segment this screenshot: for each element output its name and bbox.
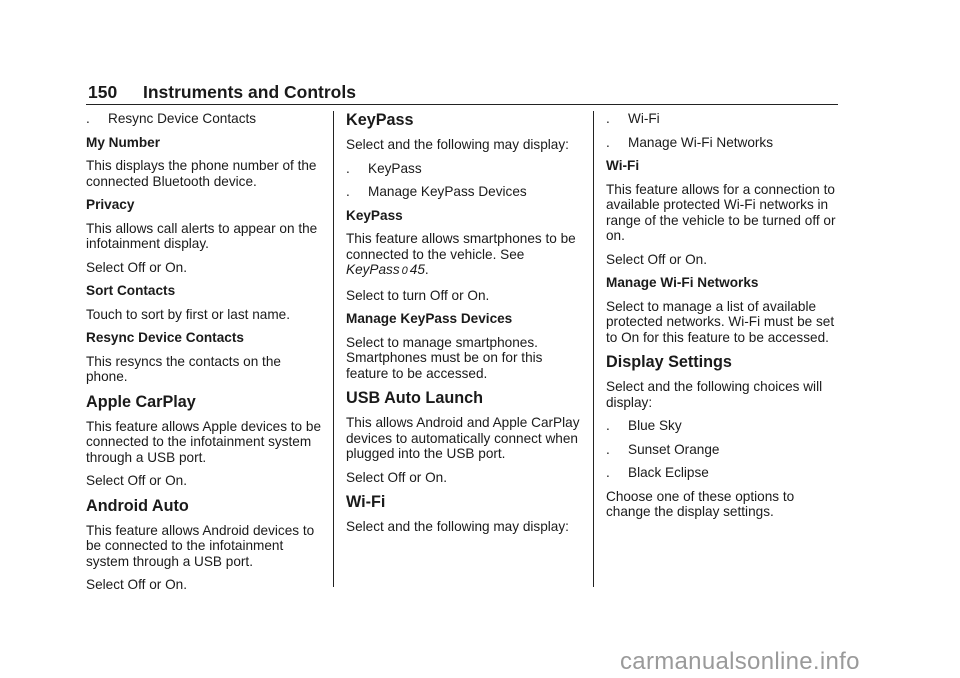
- bullet-dot: .: [346, 184, 350, 199]
- subsection-label: Wi-Fi: [606, 158, 640, 173]
- bullet-item: . KeyPass: [346, 160, 422, 176]
- column-2: [346, 111, 588, 543]
- paragraph: This feature allows for a connection to available protected Wi-Fi networks in range of the vehicle to be turned off or on.: [606, 181, 836, 243]
- paragraph: Select Off or On.: [606, 251, 707, 267]
- subsection-label: Manage Wi-Fi Networks: [606, 275, 759, 290]
- cross-reference-link[interactable]: KeyPass 0 45: [346, 262, 425, 277]
- section-heading: KeyPass: [346, 111, 414, 129]
- paragraph: Select Off or On.: [86, 577, 187, 592]
- paragraph: This feature allows Android devices to be connected to the infotainment system through a USB port.: [86, 522, 315, 569]
- bullet-dot: .: [86, 111, 90, 126]
- section-heading: USB Auto Launch: [346, 389, 483, 407]
- bullet-item: . Black Eclipse: [606, 465, 709, 480]
- paragraph: Touch to sort by first or last name.: [86, 306, 290, 322]
- bullet-dot: .: [606, 134, 610, 150]
- paragraph: This feature allows Apple devices to be connected to the infotainment system through a USB port.: [86, 418, 322, 465]
- paragraph: This feature allows smartphones to be connected to the vehicle. See KeyPass 0 45.: [346, 231, 576, 277]
- header-rule: [86, 104, 838, 105]
- paragraph: Select to manage smartphones. Smartphones must be on for this feature to be accessed.: [346, 334, 543, 381]
- section-title: Instruments and Controls: [143, 82, 356, 102]
- paragraph: Select to manage a list of available protected networks. Wi-Fi must be set to On for this feature to be accessed.: [606, 298, 835, 345]
- paragraph: Select Off or On.: [86, 259, 187, 275]
- bullet-dot: .: [606, 441, 610, 457]
- paragraph: Select Off or On.: [86, 473, 187, 488]
- bullet-dot: .: [606, 418, 610, 433]
- page-reference-icon: 0: [401, 265, 408, 277]
- column-1: [86, 111, 326, 601]
- paragraph: This allows call alerts to appear on the infotainment display.: [86, 220, 318, 251]
- paragraph: Select to turn Off or On.: [346, 287, 490, 303]
- subsection-label: Privacy: [86, 197, 135, 212]
- subsection-label: KeyPass: [346, 207, 403, 223]
- bullet-item: . Wi-Fi: [606, 111, 660, 126]
- section-heading: Display Settings: [606, 353, 732, 371]
- subsection-label: Sort Contacts: [86, 283, 176, 298]
- column-divider: [333, 111, 334, 587]
- bullet-item: . Blue Sky: [606, 418, 682, 433]
- page-number: 150: [88, 82, 118, 102]
- section-heading: Apple CarPlay: [86, 392, 196, 411]
- paragraph: This displays the phone number of the connected Bluetooth device.: [86, 158, 317, 189]
- subsection-label: My Number: [86, 134, 161, 150]
- bullet-item: . Sunset Orange: [606, 441, 720, 457]
- subsection-label: Manage KeyPass Devices: [346, 311, 513, 326]
- subsection-label: Resync Device Contacts: [86, 330, 244, 345]
- paragraph: This resyncs the contacts on the phone.: [86, 353, 281, 384]
- column-3: [606, 111, 842, 528]
- paragraph: Select and the following may display:: [346, 519, 569, 534]
- bullet-dot: .: [606, 465, 610, 480]
- section-heading: Wi-Fi: [346, 493, 386, 511]
- paragraph: Select and the following may display:: [346, 137, 569, 152]
- bullet-dot: .: [346, 160, 350, 176]
- paragraph: This allows Android and Apple CarPlay devices to automatically connect when plugged into the USB port.: [346, 415, 580, 461]
- bullet-item: . Resync Device Contacts: [86, 111, 257, 126]
- paragraph: Select Off or On.: [346, 469, 447, 485]
- column-divider: [593, 111, 594, 587]
- bullet-item: . Manage KeyPass Devices: [346, 184, 527, 199]
- section-heading: Android Auto: [86, 496, 189, 515]
- watermark: carmanualsonline.info: [620, 648, 860, 675]
- paragraph: Choose one of these options to change the display settings.: [606, 488, 795, 519]
- bullet-item: . Manage Wi-Fi Networks: [606, 134, 774, 150]
- page-header: [88, 82, 839, 104]
- paragraph: Select and the following choices will display:: [606, 379, 823, 410]
- bullet-dot: .: [606, 111, 610, 126]
